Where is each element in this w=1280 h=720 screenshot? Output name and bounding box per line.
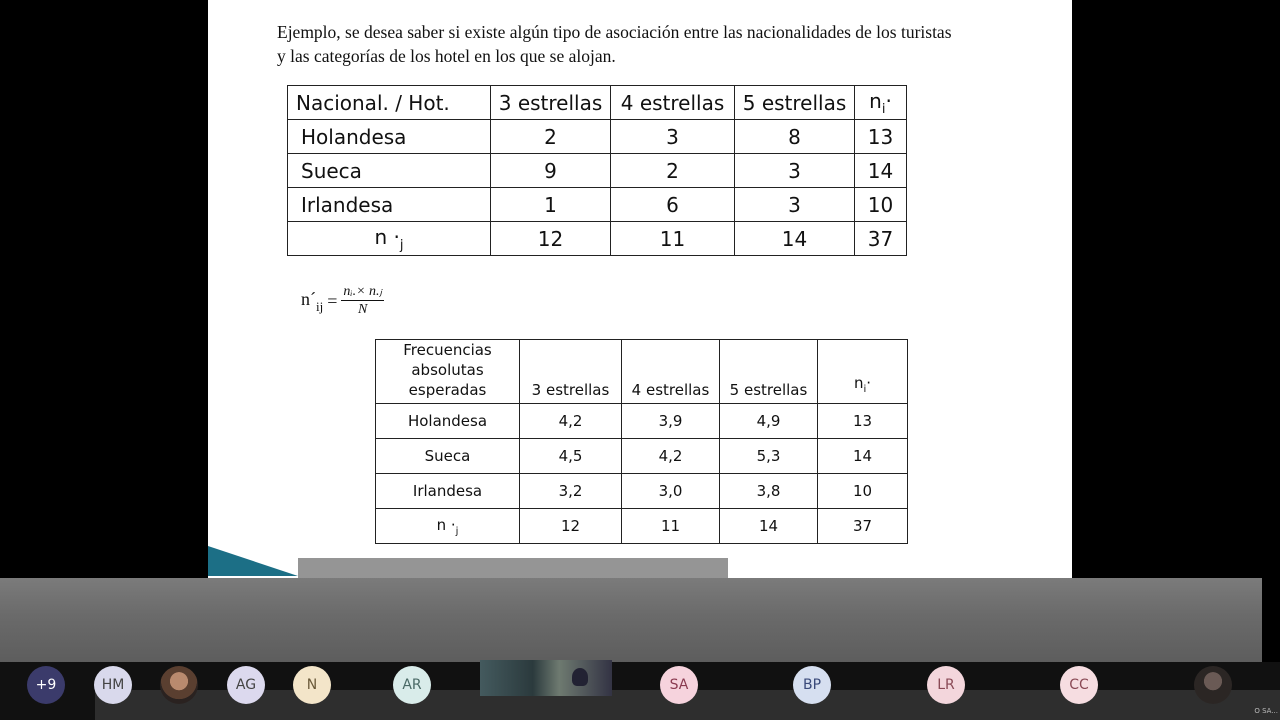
cell: 13 bbox=[855, 120, 907, 154]
intro-line-1: Ejemplo, se desea saber si existe algún tipo de asociación entre las nacionalidades de los turistas bbox=[277, 22, 952, 42]
cell: 3 bbox=[735, 154, 855, 188]
corner-label: O SA... bbox=[1254, 707, 1278, 715]
participant-avatar[interactable]: HM bbox=[94, 666, 132, 704]
table-row bbox=[288, 120, 907, 154]
cell: 5,3 bbox=[720, 439, 818, 474]
participant-avatar-photo[interactable] bbox=[1194, 666, 1232, 704]
intro-text bbox=[277, 20, 1037, 68]
row-label: Irlandesa bbox=[288, 188, 491, 222]
header-cell: 3 estrellas bbox=[520, 340, 622, 404]
formula-lhs: $n´_{ij}$ bbox=[301, 288, 324, 314]
participant-avatar-photo[interactable] bbox=[160, 666, 198, 704]
video-person bbox=[572, 668, 588, 686]
formula-equals: = bbox=[327, 291, 338, 311]
header-cell: 5 estrellas bbox=[720, 340, 818, 404]
cell: 9 bbox=[491, 154, 611, 188]
cell: 6 bbox=[611, 188, 735, 222]
table-row bbox=[376, 404, 908, 439]
table-row bbox=[376, 474, 908, 509]
participant-avatar[interactable]: CC bbox=[1060, 666, 1098, 704]
shared-slide bbox=[208, 0, 1072, 580]
header-cell: Nacional. / Hot. bbox=[288, 86, 491, 120]
participant-avatar[interactable]: AR bbox=[393, 666, 431, 704]
cell: 4,5 bbox=[520, 439, 622, 474]
observed-frequency-table bbox=[287, 85, 907, 256]
table-row bbox=[288, 154, 907, 188]
table-header-row bbox=[288, 86, 907, 120]
intro-line-2: y las categorías de los hotel en los que se alojan. bbox=[277, 46, 616, 66]
table-row bbox=[288, 188, 907, 222]
header-cell-ni: $n_i\cdot$ bbox=[855, 86, 907, 120]
cell: 3,0 bbox=[622, 474, 720, 509]
blurred-overlay bbox=[0, 578, 1262, 663]
participant-avatar[interactable]: BP bbox=[793, 666, 831, 704]
row-label: Irlandesa bbox=[376, 474, 520, 509]
table-row bbox=[376, 439, 908, 474]
cell: 1 bbox=[491, 188, 611, 222]
totals-row bbox=[376, 509, 908, 544]
cell: 3,8 bbox=[720, 474, 818, 509]
cell: 37 bbox=[855, 222, 907, 256]
cell: 3,2 bbox=[520, 474, 622, 509]
cell: 3 bbox=[611, 120, 735, 154]
formula-numerator: nᵢ.× n.ⱼ bbox=[343, 284, 382, 299]
cell: 11 bbox=[611, 222, 735, 256]
participant-avatar[interactable]: N bbox=[293, 666, 331, 704]
header-cell: 4 estrellas bbox=[622, 340, 720, 404]
total-label: $n \cdot_j$ bbox=[288, 222, 491, 256]
participant-avatar[interactable]: AG bbox=[227, 666, 265, 704]
total-label: $n \cdot_j$ bbox=[376, 509, 520, 544]
cell: 14 bbox=[735, 222, 855, 256]
row-label: Holandesa bbox=[376, 404, 520, 439]
participant-avatar-more[interactable]: +9 bbox=[27, 666, 65, 704]
table-header-row bbox=[376, 340, 908, 404]
cell: 8 bbox=[735, 120, 855, 154]
row-label: Sueca bbox=[376, 439, 520, 474]
formula-denominator: N bbox=[358, 302, 368, 317]
cell: 37 bbox=[818, 509, 908, 544]
participant-avatar[interactable]: LR bbox=[927, 666, 965, 704]
row-label: Holandesa bbox=[288, 120, 491, 154]
header-cell: 3 estrellas bbox=[491, 86, 611, 120]
cell: 4,2 bbox=[622, 439, 720, 474]
cell: 11 bbox=[622, 509, 720, 544]
cell: 4,2 bbox=[520, 404, 622, 439]
header-cell-title: Frecuencias absolutas esperadas bbox=[376, 340, 520, 404]
cell: 13 bbox=[818, 404, 908, 439]
cell: 10 bbox=[818, 474, 908, 509]
totals-row bbox=[288, 222, 907, 256]
cell: 2 bbox=[491, 120, 611, 154]
header-cell: 5 estrellas bbox=[735, 86, 855, 120]
cell: 2 bbox=[611, 154, 735, 188]
formula-fraction bbox=[341, 284, 384, 319]
cell: 12 bbox=[520, 509, 622, 544]
participant-avatar[interactable]: SA bbox=[660, 666, 698, 704]
shared-video-thumbnail[interactable] bbox=[480, 660, 612, 696]
row-label: Sueca bbox=[288, 154, 491, 188]
cell: 14 bbox=[855, 154, 907, 188]
cell: 4,9 bbox=[720, 404, 818, 439]
cell: 12 bbox=[491, 222, 611, 256]
expected-frequency-table bbox=[375, 339, 908, 544]
cell: 10 bbox=[855, 188, 907, 222]
cell: 14 bbox=[720, 509, 818, 544]
cell: 3 bbox=[735, 188, 855, 222]
header-cell: 4 estrellas bbox=[611, 86, 735, 120]
expected-frequency-formula bbox=[301, 284, 384, 319]
cell: 14 bbox=[818, 439, 908, 474]
slide-decoration bbox=[208, 546, 298, 576]
cell: 3,9 bbox=[622, 404, 720, 439]
header-cell-ni: $n_i\cdot$ bbox=[818, 340, 908, 404]
